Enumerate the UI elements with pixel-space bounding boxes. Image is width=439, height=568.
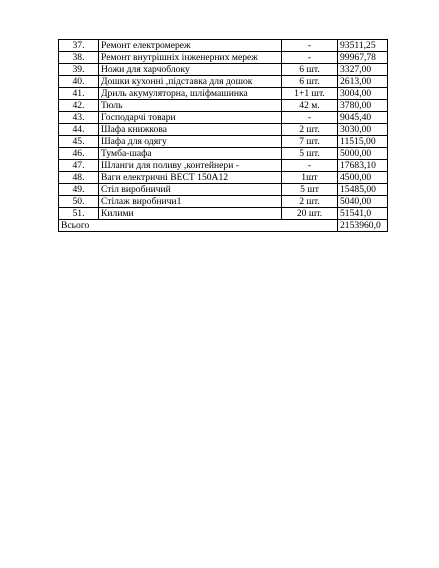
total-label: Всього xyxy=(59,220,338,232)
item-name: Ремонт внутрішніх інженерних мереж xyxy=(99,52,282,64)
item-sum: 2613,00 xyxy=(338,76,388,88)
item-name: Ремонт електромереж xyxy=(99,40,282,52)
item-quantity: 2 шт. xyxy=(282,124,338,136)
item-quantity: 1шт xyxy=(282,172,338,184)
inventory-table-body xyxy=(59,40,388,232)
row-number: 45. xyxy=(59,136,99,148)
table-row xyxy=(59,148,388,160)
item-name: Дошки кухонні ,підставка для дошок xyxy=(99,76,282,88)
item-quantity: - xyxy=(282,40,338,52)
item-quantity: - xyxy=(282,52,338,64)
item-sum: 51541,0 xyxy=(338,208,388,220)
row-number: 39. xyxy=(59,64,99,76)
item-quantity: 5 шт. xyxy=(282,148,338,160)
item-sum: 9045,40 xyxy=(338,112,388,124)
item-quantity: - xyxy=(282,160,338,172)
item-quantity: 6 шт. xyxy=(282,64,338,76)
item-quantity: 5 шт xyxy=(282,184,338,196)
row-number: 49. xyxy=(59,184,99,196)
inventory-table xyxy=(58,39,388,232)
item-sum: 5000,00 xyxy=(338,148,388,160)
item-sum: 99967,78 xyxy=(338,52,388,64)
item-name: Тюль xyxy=(99,100,282,112)
item-name: Господарчі товари xyxy=(99,112,282,124)
item-name: Ваги електричні ВЕСТ 150А12 xyxy=(99,172,282,184)
item-name: Килими xyxy=(99,208,282,220)
table-row xyxy=(59,208,388,220)
table-row xyxy=(59,184,388,196)
row-number: 38. xyxy=(59,52,99,64)
table-row xyxy=(59,124,388,136)
total-sum: 2153960,0 xyxy=(338,220,388,232)
item-name: Ножи для харчоблоку xyxy=(99,64,282,76)
row-number: 42. xyxy=(59,100,99,112)
table-row xyxy=(59,160,388,172)
item-sum: 3780,00 xyxy=(338,100,388,112)
row-number: 41. xyxy=(59,88,99,100)
item-name: Дриль акумуляторна, шліфмашинка xyxy=(99,88,282,100)
item-quantity: 7 шт. xyxy=(282,136,338,148)
item-sum: 15485,00 xyxy=(338,184,388,196)
item-sum: 11515,00 xyxy=(338,136,388,148)
row-number: 44. xyxy=(59,124,99,136)
item-quantity: 6 шт. xyxy=(282,76,338,88)
table-row xyxy=(59,76,388,88)
item-name: Стілаж виробничи1 xyxy=(99,196,282,208)
item-sum: 5040,00 xyxy=(338,196,388,208)
table-row xyxy=(59,64,388,76)
table-row xyxy=(59,88,388,100)
item-name: Шафа книжкова xyxy=(99,124,282,136)
item-sum: 3004,00 xyxy=(338,88,388,100)
item-sum: 3327,00 xyxy=(338,64,388,76)
table-row xyxy=(59,196,388,208)
item-sum: 93511,25 xyxy=(338,40,388,52)
row-number: 46. xyxy=(59,148,99,160)
item-sum: 17683,10 xyxy=(338,160,388,172)
item-name: Шланги для поливу ,контейнери - xyxy=(99,160,282,172)
row-number: 48. xyxy=(59,172,99,184)
table-row xyxy=(59,100,388,112)
item-name: Шафа для одягу xyxy=(99,136,282,148)
item-quantity: 1+1 шт. xyxy=(282,88,338,100)
row-number: 37. xyxy=(59,40,99,52)
table-row xyxy=(59,112,388,124)
item-quantity: - xyxy=(282,112,338,124)
row-number: 47. xyxy=(59,160,99,172)
row-number: 50. xyxy=(59,196,99,208)
item-quantity: 20 шт. xyxy=(282,208,338,220)
item-sum: 3030,00 xyxy=(338,124,388,136)
item-quantity: 42 м. xyxy=(282,100,338,112)
total-row xyxy=(59,220,388,232)
row-number: 51. xyxy=(59,208,99,220)
table-row xyxy=(59,40,388,52)
row-number: 43. xyxy=(59,112,99,124)
item-name: Стіл виробничий xyxy=(99,184,282,196)
table-row xyxy=(59,172,388,184)
item-sum: 4500,00 xyxy=(338,172,388,184)
table-row xyxy=(59,52,388,64)
item-name: Тумба-шафа xyxy=(99,148,282,160)
table-row xyxy=(59,136,388,148)
row-number: 40. xyxy=(59,76,99,88)
item-quantity: 2 шт. xyxy=(282,196,338,208)
